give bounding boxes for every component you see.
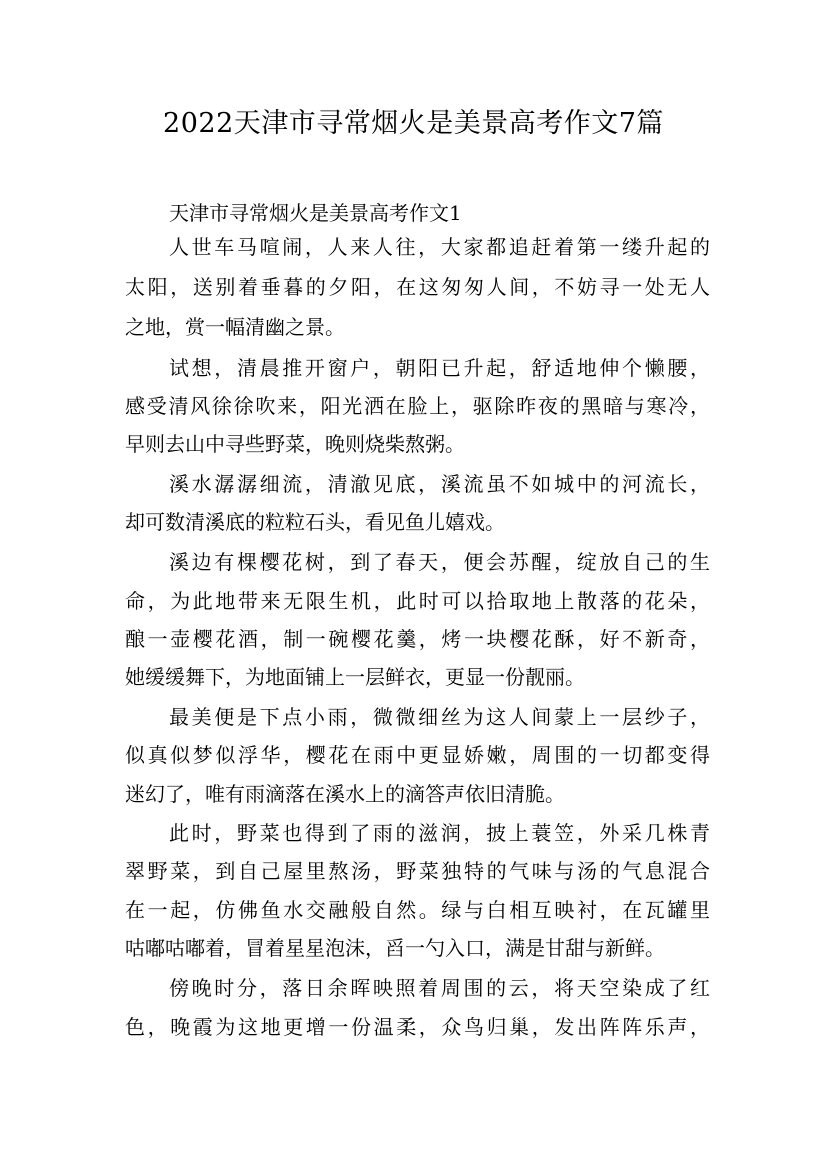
- paragraph-line: 傍晚时分，落日余晖映照着周围的云，将天空染成了红: [169, 976, 710, 1000]
- article-subtitle: 天津市寻常烟火是美景高考作文1: [169, 201, 462, 225]
- paragraph-line: 似真似梦似浮华，樱花在雨中更显娇嫩，周围的一切都变得: [125, 743, 710, 767]
- paragraph-line: 感受清风徐徐吹来，阳光洒在脸上，驱除昨夜的黑暗与寒冷，: [125, 394, 710, 418]
- paragraph-line: 却可数清溪底的粒粒石头，看见鱼儿嬉戏。: [125, 510, 505, 534]
- paragraph-line: 此时，野菜也得到了雨的滋润，披上蓑笠，外采几株青: [169, 821, 710, 845]
- paragraph-line: 她缓缓舞下，为地面铺上一层鲜衣，更显一份靓丽。: [125, 665, 585, 689]
- paragraph-line: 早则去山中寻些野菜，晚则烧柴熬粥。: [125, 432, 465, 456]
- paragraph-line: 溪边有棵樱花树，到了春天，便会苏醒，绽放自己的生: [169, 550, 710, 574]
- paragraph-line: 命，为此地带来无限生机，此时可以拾取地上散落的花朵，: [125, 589, 710, 613]
- paragraph-line: 迷幻了，唯有雨滴落在溪水上的滴答声依旧清脆。: [125, 782, 565, 806]
- document-title: 2022天津市寻常烟火是美景高考作文7篇: [163, 108, 664, 139]
- paragraph-line: 在一起，仿佛鱼水交融般自然。绿与白相互映衬，在瓦罐里: [125, 898, 710, 922]
- paragraph-line: 溪水潺潺细流，清澈见底，溪流虽不如城中的河流长，: [169, 472, 710, 496]
- paragraph-line: 太阳，送别着垂暮的夕阳，在这匆匆人间，不妨寻一处无人: [125, 275, 710, 299]
- paragraph-line: 试想，清晨推开窗户，朝阳已升起，舒适地伸个懒腰，: [169, 356, 710, 380]
- paragraph-line: 咕嘟咕嘟着，冒着星星泡沫，舀一勺入口，满是甘甜与新鲜。: [125, 936, 665, 960]
- paragraph-line: 色，晚霞为这地更增一份温柔，众鸟归巢，发出阵阵乐声，: [125, 1015, 710, 1039]
- paragraph-line: 酿一壶樱花酒，制一碗樱花羹，烤一块樱花酥，好不新奇，: [125, 627, 710, 651]
- paragraph-line: 之地，赏一幅清幽之景。: [125, 315, 345, 339]
- paragraph-line: 人世车马喧闹，人来人往，大家都追赶着第一缕升起的: [169, 235, 710, 259]
- paragraph-line: 最美便是下点小雨，微微细丝为这人间蒙上一层纱子，: [169, 705, 710, 729]
- paragraph-line: 翠野菜，到自己屋里熬汤，野菜独特的气味与汤的气息混合: [125, 859, 710, 883]
